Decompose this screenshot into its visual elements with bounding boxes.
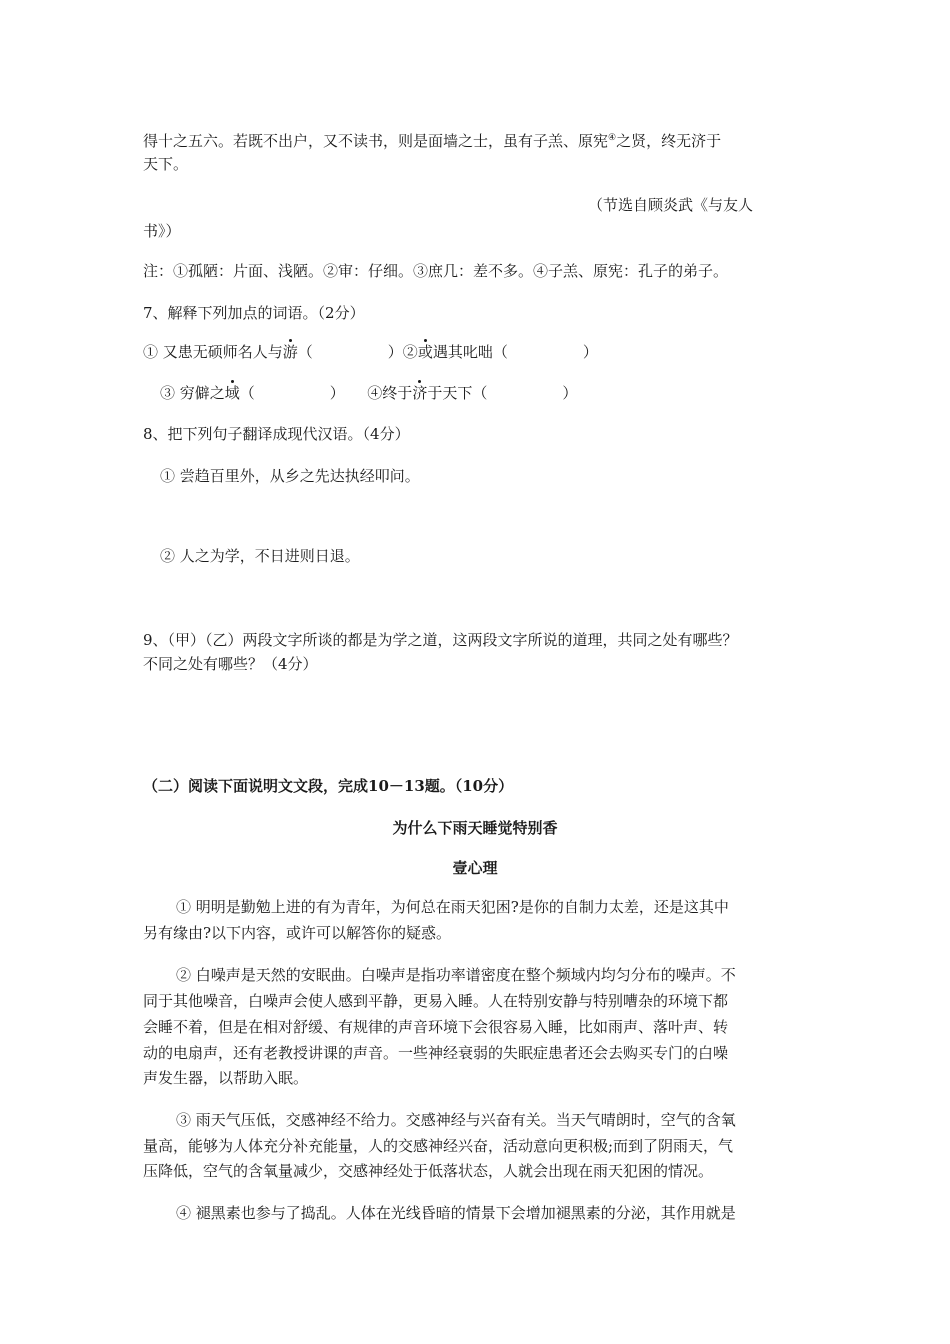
question-8-title: 8、把下列句子翻译成现代汉语。（4分） bbox=[143, 425, 410, 443]
paragraph-line: 另有缘由?以下内容，或许可以解答你的疑惑。 bbox=[143, 924, 452, 942]
paragraph-line: 会睡不着，但是在相对舒缓、有规律的声音环境下会很容易入睡，比如雨声、落叶声、转 bbox=[143, 1018, 729, 1036]
q7-item-text: ① 又患无硕师名人与 bbox=[143, 343, 283, 361]
paragraph-line: ③ 雨天气压低，交感神经不给力。交感神经与兴奋有关。当天气晴朗时，空气的含氧 bbox=[176, 1111, 736, 1129]
q7-item-text: ③ 穷僻之 bbox=[160, 384, 225, 402]
footnote-marker: ④ bbox=[608, 133, 617, 143]
passage-text: 之贤，终无济于 bbox=[616, 132, 722, 150]
q7-item-text: （ ） ④终于 bbox=[239, 384, 413, 402]
paragraph-line: 量高，能够为人体充分补充能量，人的交感神经兴奋，活动意向更积极;而到了阴雨天，气 bbox=[143, 1137, 734, 1155]
q7-item-text: 于天下（ ） bbox=[427, 384, 578, 402]
emphasis-dot-word: 或 bbox=[417, 343, 433, 361]
question-7-row-1 bbox=[143, 342, 598, 362]
passage-notes: 注：①孤陋：片面、浅陋。②审：仔细。③庶几：差不多。④子羔、原宪：孔子的弟子。 bbox=[143, 262, 729, 280]
question-7-row-2 bbox=[160, 383, 577, 403]
paragraph-line: ① 明明是勤勉上进的有为青年，为何总在雨天犯困?是你的自制力太差，还是这其中 bbox=[176, 898, 729, 916]
passage-text: 得十之五六。若既不出户，又不读书，则是面墙之士，虽有子羔、原宪 bbox=[143, 132, 609, 150]
passage-line-2: 天下。 bbox=[143, 155, 189, 173]
paragraph-line: 压降低，空气的含氧量减少，交感神经处于低落状态，人就会出现在雨天犯困的情况。 bbox=[143, 1162, 714, 1180]
emphasis-dot-word: 域 bbox=[224, 384, 240, 402]
paragraph-line: ② 白噪声是天然的安眠曲。白噪声是指功率谱密度在整个频域内均匀分布的噪声。不 bbox=[176, 966, 736, 984]
passage-line-1 bbox=[143, 128, 721, 151]
passage-source: （节选自顾炎武《与友人 bbox=[588, 196, 754, 214]
question-7-title: 7、解释下列加点的词语。（2分） bbox=[143, 304, 365, 322]
emphasis-dot-word: 游 bbox=[282, 343, 298, 361]
question-9-line-2: 不同之处有哪些？（4分） bbox=[143, 655, 318, 673]
paragraph-line: 声发生器，以帮助入眠。 bbox=[143, 1069, 309, 1087]
question-8-sentence-1: ① 尝趋百里外，从乡之先达执经叩问。 bbox=[160, 467, 420, 485]
question-9-line-1: 9、（甲）（乙）两段文字所谈的都是为学之道，这两段文字所说的道理，共同之处有哪些？ bbox=[143, 631, 738, 649]
section-2-heading: （二）阅读下面说明文文段，完成10－13题。（10分） bbox=[143, 777, 514, 795]
q7-item-text: 遇其叱咄（ ） bbox=[432, 343, 598, 361]
passage-source-end: 书》） bbox=[143, 222, 181, 240]
emphasis-dot-word: 济 bbox=[412, 384, 428, 402]
paragraph-line: 同于其他噪音，白噪声会使人感到平静，更易入睡。人在特别安静与特别嘈杂的环境下都 bbox=[143, 992, 729, 1010]
article-author: 壹心理 bbox=[452, 859, 498, 877]
paragraph-line: 动的电扇声，还有老教授讲课的声音。一些神经衰弱的失眠症患者还会去购买专门的白噪 bbox=[143, 1044, 729, 1062]
paragraph-line: ④ 褪黑素也参与了捣乱。人体在光线昏暗的情景下会增加褪黑素的分泌，其作用就是 bbox=[176, 1204, 736, 1222]
question-8-sentence-2: ② 人之为学，不日进则日退。 bbox=[160, 547, 360, 565]
q7-item-text: （ ）② bbox=[297, 343, 418, 361]
article-title: 为什么下雨天睡觉特别香 bbox=[392, 819, 558, 837]
